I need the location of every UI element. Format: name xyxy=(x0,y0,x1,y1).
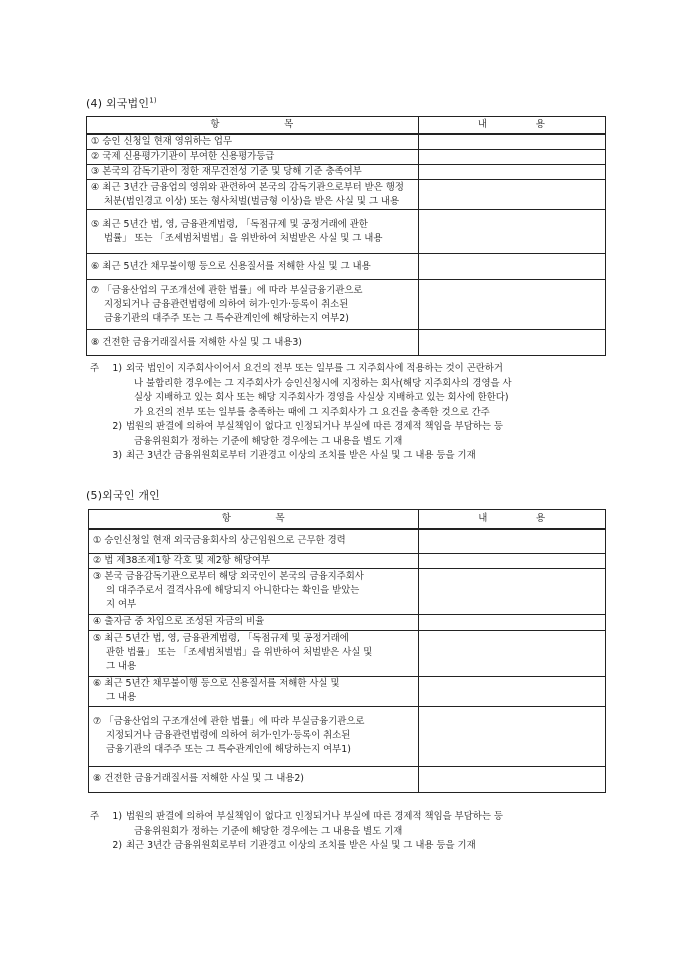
section5-title xyxy=(86,487,160,503)
section4-header-content: 내 용 xyxy=(418,117,605,135)
item-line: 금융기관의 대주주 또는 그 특수관계인에 해당하는지 여부2) xyxy=(104,312,349,324)
footnote-text: 외국 법인이 지주회사이어서 요건의 전부 또는 일부를 그 지주회사에 적용하는 것이 곤란하거 xyxy=(126,363,503,374)
table-row xyxy=(89,568,606,614)
footnote-prefix xyxy=(90,406,108,421)
table-row xyxy=(89,614,606,630)
content-cell[interactable] xyxy=(419,630,606,676)
item-cell xyxy=(89,568,419,614)
item-cell xyxy=(89,706,419,766)
item-line: ① 승인 신청일 현재 영위하는 업무 xyxy=(91,136,233,147)
footnote-text: 법원의 판결에 의하여 부실책임이 없다고 인정되거나 부실에 따른 경제적 책임을 부담하는 등 xyxy=(126,811,503,822)
footnote-number xyxy=(108,377,126,392)
item-line: 처분(법인경고 이상) 또는 형사처벌(벌금형 이상)을 받은 사실 및 그 내용 xyxy=(104,195,400,207)
item-line: ② 법 제38조제1항 각호 및 제2항 해당여부 xyxy=(93,554,270,566)
footnote-prefix xyxy=(90,391,108,406)
content-cell[interactable] xyxy=(418,210,605,254)
item-line: 법률」 또는 「조세범처벌법」을 위반하여 처벌받은 사실 및 그 내용 xyxy=(104,232,383,244)
item-line: ② 국제 신용평가기관이 부여한 신용평가등급 xyxy=(91,151,275,162)
item-cell xyxy=(87,150,419,165)
footnote-number xyxy=(108,435,126,450)
content-cell[interactable] xyxy=(418,150,605,165)
footnote-prefix xyxy=(90,839,108,854)
footnote-number: 1) xyxy=(112,363,122,374)
item-line: ⑦ 「금융산업의 구조개선에 관한 법률」에 따라 부실금융기관으로 xyxy=(93,716,365,727)
item-cell xyxy=(89,766,419,792)
section4-table xyxy=(86,116,606,356)
content-cell[interactable] xyxy=(419,766,606,792)
footnote-number xyxy=(108,825,126,840)
section5-table-header xyxy=(89,510,606,530)
table-row xyxy=(87,165,606,180)
footnote-text: 나 불합리한 경우에는 그 지주회사가 승인신청시에 지정하는 회사(해당 지주회사의 경영을 사 xyxy=(134,377,512,389)
footnote-prefix xyxy=(90,825,108,840)
footnote-line xyxy=(90,839,610,854)
item-line: 지정되거나 금융관련법령에 의하여 허가·인가·등록이 취소된 xyxy=(104,298,349,310)
item-cell xyxy=(87,134,419,150)
footnote-line xyxy=(90,391,610,406)
item-cell xyxy=(87,330,419,356)
item-line: 지정되거나 금융관련법령에 의하여 허가·인가·등록이 취소된 xyxy=(106,730,351,741)
footnote-text: 법원의 판결에 의하여 부실책임이 없다고 인정되거나 부실에 따른 경제적 책임을 부담하는 등 xyxy=(126,421,503,432)
item-cell xyxy=(89,614,419,630)
table-row xyxy=(89,630,606,676)
item-cell xyxy=(89,676,419,706)
table-row xyxy=(87,254,606,280)
item-cell xyxy=(89,630,419,676)
section4-title-text: (4) 외국법인 xyxy=(86,97,150,110)
table-row xyxy=(87,210,606,254)
section5-header-item: 항 목 xyxy=(89,510,419,530)
section5-header-content: 내 용 xyxy=(419,510,606,530)
item-line: 금융기관의 대주주 또는 그 특수관계인에 해당하는지 여부1) xyxy=(106,744,351,755)
content-cell[interactable] xyxy=(418,280,605,330)
footnote-line xyxy=(90,406,610,421)
section4-title-footnote: 1) xyxy=(149,96,157,105)
item-cell xyxy=(87,210,419,254)
item-line: ⑧ 건전한 금융거래질서를 저해한 사실 및 그 내용2) xyxy=(93,773,304,784)
footnote-line xyxy=(90,420,610,435)
content-cell[interactable] xyxy=(418,180,605,210)
footnote-line xyxy=(90,435,610,450)
item-line: 그 내용 xyxy=(106,661,137,672)
section4-table-header xyxy=(87,117,606,135)
footnote-line xyxy=(90,810,610,825)
table-row xyxy=(89,553,606,568)
content-cell[interactable] xyxy=(418,330,605,356)
item-cell xyxy=(89,529,419,553)
footnote-line xyxy=(90,449,610,464)
footnote-text: 최근 3년간 금융위원회로부터 기관경고 이상의 조치를 받은 사실 및 그 내용 등을 기재 xyxy=(126,840,476,851)
item-cell xyxy=(87,280,419,330)
item-cell xyxy=(87,254,419,280)
footnote-number: 2) xyxy=(112,840,122,851)
content-cell[interactable] xyxy=(418,254,605,280)
item-cell xyxy=(87,165,419,180)
item-line: 의 대주주로서 결격사유에 해당되지 아니한다는 확인을 받았는 xyxy=(106,585,360,596)
item-cell xyxy=(89,553,419,568)
item-line: 지 여부 xyxy=(106,599,137,610)
item-line: ⑤ 최근 5년간 법, 영, 금융관계법령, 「독점규제 및 공정거래에 xyxy=(93,633,349,644)
content-cell[interactable] xyxy=(419,568,606,614)
footnote-line xyxy=(90,362,610,377)
table-row xyxy=(89,676,606,706)
footnote-text: 실상 지배하고 있는 회사 또는 해당 지주회사가 경영을 사실상 지배하고 있는 회사에 한한다) xyxy=(134,392,509,403)
section5-notes xyxy=(90,810,610,854)
footnote-prefix xyxy=(90,420,108,435)
footnote-line xyxy=(90,825,610,840)
footnote-text: 최근 3년간 금융위원회로부터 기관경고 이상의 조치를 받은 사실 및 그 내용 등을 기재 xyxy=(126,450,476,461)
section4-header-item: 항 목 xyxy=(87,117,419,135)
table-row xyxy=(87,134,606,150)
item-line: 관한 법률」 또는 「조세범처벌법」을 위반하여 처벌받은 사실 및 xyxy=(106,647,373,658)
table-row xyxy=(89,529,606,553)
footnote-prefix xyxy=(90,377,108,392)
footnote-number: 3) xyxy=(112,450,122,461)
item-line: ④ 최근 3년간 금융업의 영위와 관련하여 본국의 감독기관으로부터 받은 행정 xyxy=(91,181,404,193)
footnote-number xyxy=(108,406,126,421)
table-row xyxy=(87,180,606,210)
item-line: ⑥ 최근 5년간 채무불이행 등으로 신용질서를 저해한 사실 및 xyxy=(93,678,340,689)
footnote-prefix xyxy=(90,435,108,450)
item-line: ⑥ 최근 5년간 채무불이행 등으로 신용질서를 저해한 사실 및 그 내용 xyxy=(91,260,371,272)
item-cell xyxy=(87,180,419,210)
footnote-prefix: 주 xyxy=(90,811,100,822)
item-line: 그 내용 xyxy=(106,692,137,703)
item-line: ⑦ 「금융산업의 구조개선에 관한 법률」에 따라 부실금융기관으로 xyxy=(91,284,363,296)
footnote-text: 금융위원회가 정하는 기준에 해당한 경우에는 그 내용을 별도 기재 xyxy=(134,825,403,837)
footnote-number: 1) xyxy=(112,811,122,822)
content-cell[interactable] xyxy=(418,134,605,150)
footnote-number: 2) xyxy=(112,421,122,432)
item-line: ④ 출자금 중 차입으로 조성된 자금의 비율 xyxy=(93,616,265,627)
table-row xyxy=(87,330,606,356)
footnote-text: 가 요건의 전부 또는 일부를 충족하는 때에 그 지주회사가 그 요건을 충족한 것으로 간주 xyxy=(134,406,490,418)
table-row xyxy=(89,706,606,766)
content-cell[interactable] xyxy=(419,529,606,553)
table-row xyxy=(89,766,606,792)
footnote-prefix: 주 xyxy=(90,363,100,374)
item-line: ③ 본국 금융감독기관으로부터 해당 외국인이 본국의 금융지주회사 xyxy=(93,571,364,582)
section5-table xyxy=(88,509,606,793)
item-line: ⑧ 건전한 금융거래질서를 저해한 사실 및 그 내용3) xyxy=(91,336,302,348)
item-line: ③ 본국의 감독기관이 정한 재무건전성 기준 및 당해 기준 충족여부 xyxy=(91,166,362,177)
table-row xyxy=(87,280,606,330)
content-cell[interactable] xyxy=(419,706,606,766)
section4-notes xyxy=(90,362,610,464)
footnote-line xyxy=(90,377,610,392)
table-row xyxy=(87,150,606,165)
content-cell[interactable] xyxy=(419,614,606,630)
content-cell[interactable] xyxy=(419,676,606,706)
footnote-prefix xyxy=(90,449,108,464)
item-line: ⑤ 최근 5년간 법, 영, 금융관계법령, 「독점규제 및 공정거래에 관한 xyxy=(91,218,368,230)
content-cell[interactable] xyxy=(419,553,606,568)
footnote-text: 금융위원회가 정하는 기준에 해당한 경우에는 그 내용을 별도 기재 xyxy=(134,435,403,447)
section5-title-text: (5)외국인 개인 xyxy=(86,489,161,502)
footnote-number xyxy=(108,391,126,406)
section4-title xyxy=(86,95,157,111)
content-cell[interactable] xyxy=(418,165,605,180)
item-line: ① 승인신청일 현재 외국금융회사의 상근임원으로 근무한 경력 xyxy=(93,535,346,547)
